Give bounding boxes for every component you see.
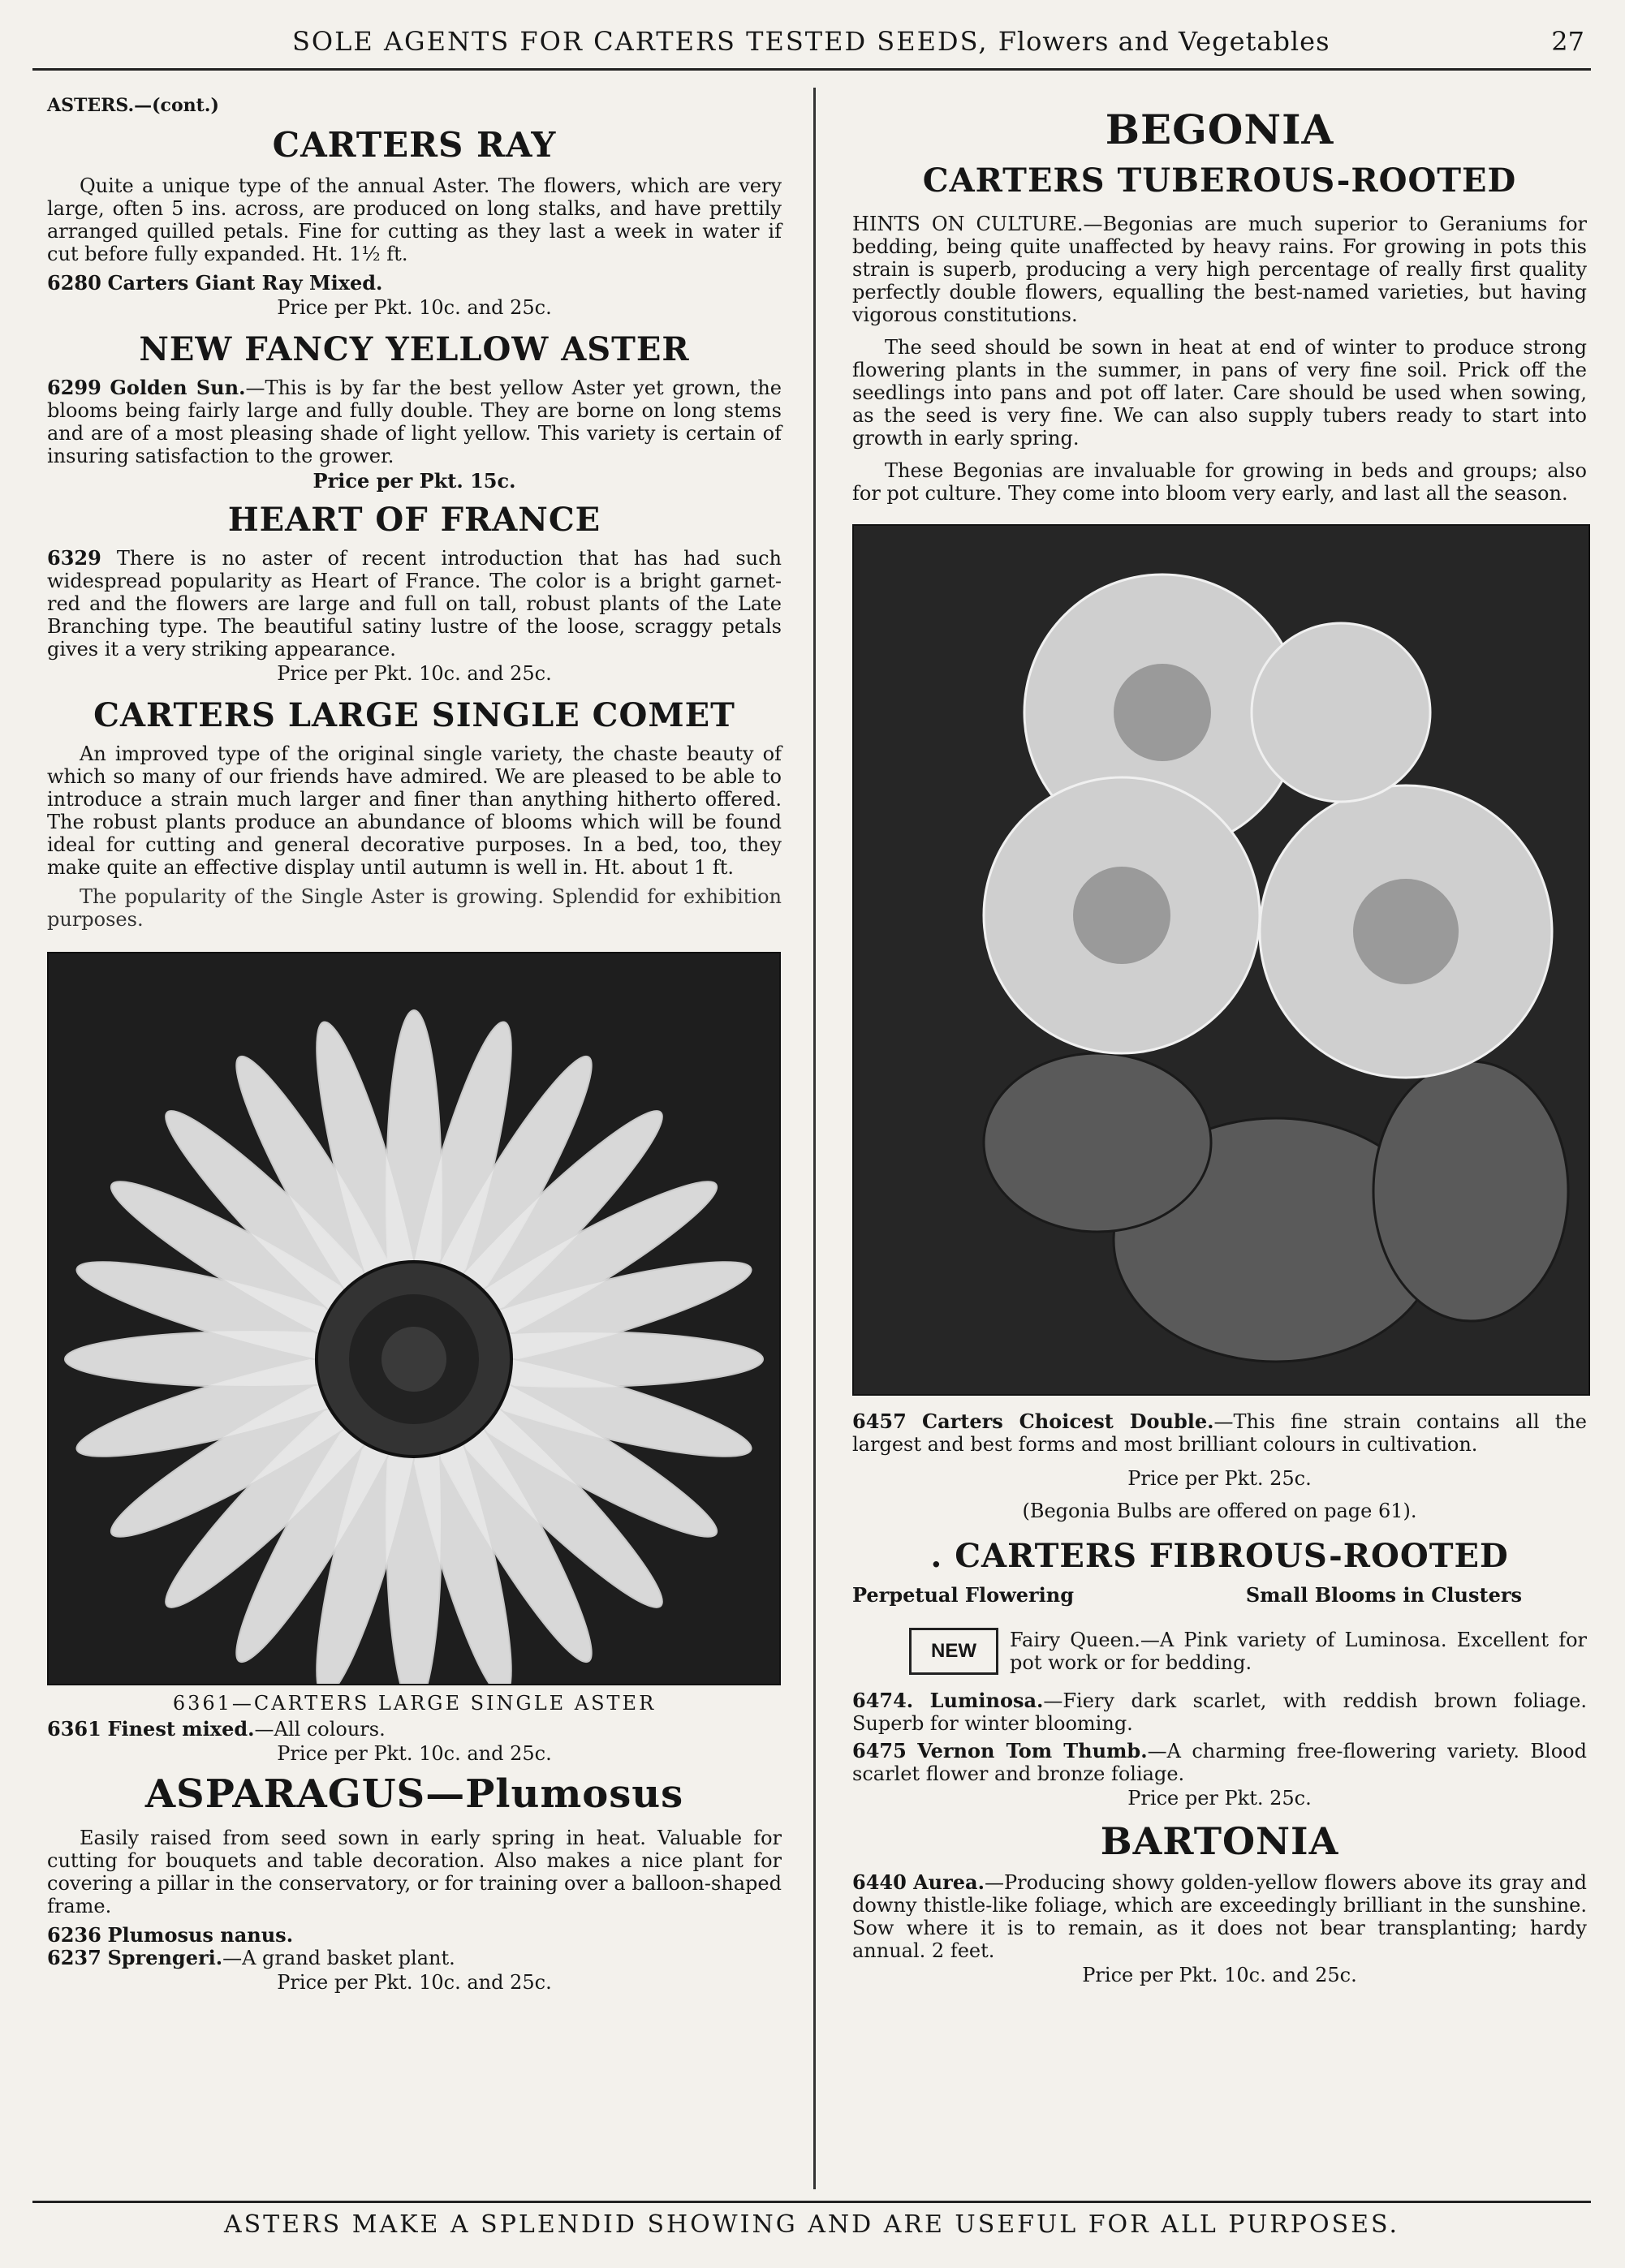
cont-label: ASTERS.—(cont.) xyxy=(47,95,219,116)
finest-mixed-item: 6361 Finest mixed.—All colours. xyxy=(47,1717,386,1741)
heart-of-france-price: Price per Pkt. 10c. and 25c. xyxy=(277,662,552,685)
page-header xyxy=(32,23,1591,71)
single-comet-body: An improved type of the original single variety, the chaste beauty of which so many of our friends have admired. We are pleased to be able to introduce a strain much larger and finer than anything hitherto offered. The robust plants produce an abundance of blooms which will be found ideal for cutting and general decorative purposes. In a bed, too, they make quite an effective display until autumn is well in. Ht. about 1 ft. xyxy=(47,742,782,879)
asparagus-body: Easily raised from seed sown in early spring in heat. Valuable for cutting for bouquets and table decoration. Also makes a nice plant for covering a pillar in the conservatory, or for training over a balloon-shaped frame. xyxy=(47,1827,782,1917)
page-footer: ASTERS MAKE A SPLENDID SHOWING AND ARE USEFUL FOR ALL PURPOSES. xyxy=(223,2210,1400,2239)
tuberous-rooted-heading: CARTERS TUBEROUS-ROOTED xyxy=(922,161,1517,200)
heart-of-france-item: 6329 There is no aster of recent introduction that has had such widespread popularity as Heart of France. The color is a bright garnet-red and the flowers are large and full on tall, robust plants of the Late Branching type. The beautiful satiny lustre of the loose, scraggy petals gives it a very striking appearance. xyxy=(47,546,782,661)
column-divider xyxy=(813,88,816,2189)
heart-of-france-heading: HEART OF FRANCE xyxy=(227,501,601,539)
plumosus-nanus-item: 6236 Plumosus nanus. xyxy=(47,1923,294,1947)
right-column xyxy=(852,88,1587,1988)
fairy-queen-item: Fairy Queen.—A Pink variety of Luminosa. Excellent for pot work or for bedding. xyxy=(1010,1629,1587,1674)
single-comet-price: Price per Pkt. 10c. and 25c. xyxy=(277,1742,552,1765)
begonia-heading: BEGONIA xyxy=(1105,105,1334,153)
golden-sun-item: 6299 Golden Sun.—This is by far the best yellow Aster yet grown, the blooms being fairly large and fully double. They are borne on long stems and are of a most pleasing shade of light yellow. This variety is certain of insuring satisfaction to the grower. xyxy=(47,376,782,467)
yellow-aster-heading: NEW FANCY YELLOW ASTER xyxy=(139,330,690,368)
asparagus-price: Price per Pkt. 10c. and 25c. xyxy=(277,1971,552,1994)
begonia-price: Price per Pkt. 25c. xyxy=(1127,1467,1312,1490)
small-blooms-label: Small Blooms in Clusters xyxy=(1245,1583,1522,1607)
begonia-photo xyxy=(852,524,1590,1396)
begonia-bulbs-note: (Begonia Bulbs are offered on page 61). xyxy=(1022,1500,1417,1522)
carters-ray-body: Quite a unique type of the annual Aster. The flowers, which are very large, often 5 ins. across, are produced on long stalks, and have prettily arranged quilled petals. Fine for cutting as they last a week in water if cut before fully expanded. Ht. 1½ ft. xyxy=(47,174,782,265)
single-aster-photo xyxy=(47,952,781,1685)
header-title xyxy=(292,26,1330,57)
footer-rule xyxy=(32,2201,1591,2203)
fibrous-price: Price per Pkt. 25c. xyxy=(1127,1787,1312,1810)
new-badge: NEW xyxy=(909,1628,998,1675)
perpetual-flowering-label: Perpetual Flowering xyxy=(852,1583,1075,1607)
bartonia-heading: BARTONIA xyxy=(1100,1819,1339,1863)
page-number: 27 xyxy=(1551,26,1584,57)
begonia-uses-para: These Begonias are invaluable for growing in beds and groups; also for pot culture. They come into bloom very early, and last all the season. xyxy=(852,459,1587,505)
single-comet-heading: CARTERS LARGE SINGLE COMET xyxy=(93,696,735,734)
bartonia-price: Price per Pkt. 10c. and 25c. xyxy=(1082,1964,1357,1986)
header-title-tail: Flowers and Vegetables xyxy=(998,26,1330,57)
single-aster-caption: 6361—CARTERS LARGE SINGLE ASTER xyxy=(172,1692,657,1715)
daisy-flower-icon xyxy=(49,953,779,1684)
carters-ray-price: Price per Pkt. 10c. and 25c. xyxy=(277,296,552,319)
bartonia-aurea-item: 6440 Aurea.—Producing showy golden-yellow flowers above its gray and downy thistle-like foliage, which are exceedingly brilliant in the sunshine. Sow where it is to remain, as it does not bear transplanting; hardy annual. 2 feet. xyxy=(852,1870,1587,1962)
vernon-tom-thumb-item: 6475 Vernon Tom Thumb.—A charming free-flowering variety. Blood scarlet flower and bronze foliage. xyxy=(852,1739,1587,1785)
new-item-row xyxy=(909,1628,1587,1675)
luminosa-item: 6474. Luminosa.—Fiery dark scarlet, with reddish brown foliage. Superb for winter blooming. xyxy=(852,1689,1587,1735)
left-column xyxy=(47,88,782,1995)
yellow-aster-price: Price per Pkt. 15c. xyxy=(312,469,516,493)
begonia-sowing-para: The seed should be sown in heat at end of winter to produce strong flowering plants in the summer, in pans of very fine soil. Prick off the seedlings into pans and pot off later. Care should be used when sowing, as the seed is very fine. We can also supply tubers ready to start into growth in early spring. xyxy=(852,336,1587,450)
carters-ray-heading: CARTERS RAY xyxy=(272,125,557,165)
fibrous-rooted-heading: . CARTERS FIBROUS-ROOTED xyxy=(930,1537,1509,1575)
hints-on-culture: HINTS ON CULTURE.—Begonias are much superior to Geraniums for bedding, being quite unaffected by heavy rains. For growing in pots this strain is superb, producing a very high percentage of really first quality perfectly double flowers, equalling the best-named varieties, but having vigorous constitutions. xyxy=(852,213,1587,326)
begonia-flower-icon xyxy=(854,526,1588,1394)
fibrous-subheads xyxy=(852,1583,1587,1607)
carters-ray-item: 6280 Carters Giant Ray Mixed. xyxy=(47,271,383,295)
sprengeri-item: 6237 Sprengeri.—A grand basket plant. xyxy=(47,1946,455,1969)
header-title-caps: SOLE AGENTS FOR CARTERS TESTED SEEDS, xyxy=(292,26,989,57)
choicest-double-item: 6457 Carters Choicest Double.—This fine strain contains all the largest and best forms and most brilliant colours in cultivation. xyxy=(852,1409,1588,1456)
single-comet-note: The popularity of the Single Aster is growing. Splendid for exhibition purposes. xyxy=(47,885,782,931)
asparagus-heading: ASPARAGUS—Plumosus xyxy=(144,1771,684,1817)
